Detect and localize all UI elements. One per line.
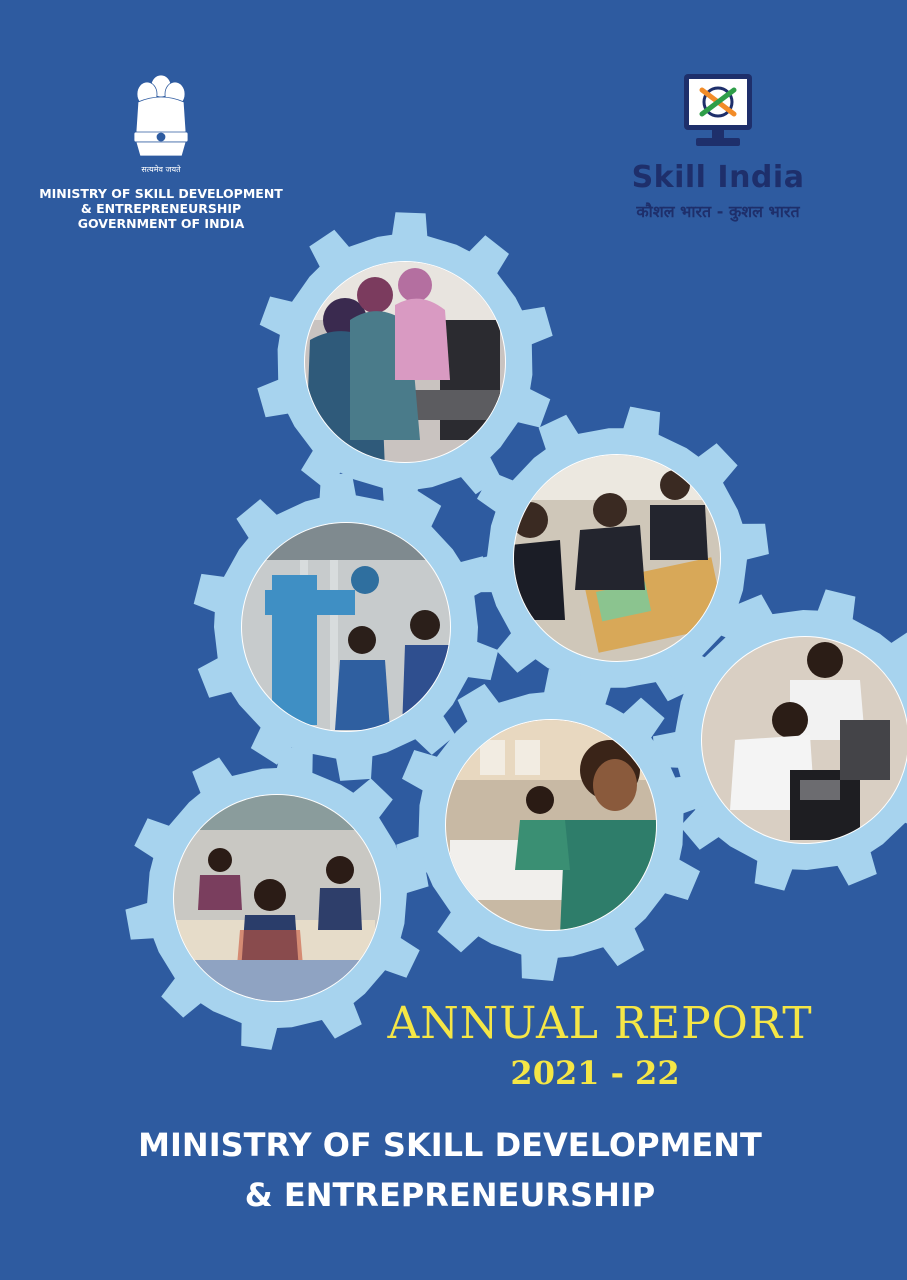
skill-india-brand: Skill India	[631, 160, 805, 195]
ministry-line-2: & ENTREPRENEURSHIP	[80, 201, 242, 216]
ministry-title-line-1: MINISTRY OF SKILL DEVELOPMENT	[138, 1126, 762, 1164]
skill-india-tagline: कौशल भारत - कुशल भारत	[636, 202, 800, 221]
ministry-title	[60, 1120, 840, 1220]
report-title: ANNUAL REPORT	[387, 998, 813, 1049]
report-year: 2021 - 22	[510, 1054, 680, 1092]
ministry-title-line-2: & ENTREPRENEURSHIP	[244, 1176, 656, 1214]
ministry-line-3: GOVERNMENT OF INDIA	[77, 216, 245, 231]
emblem-motto: सत्यमेव जयते	[141, 165, 181, 174]
ministry-line-1: MINISTRY OF SKILL DEVELOPMENT	[39, 186, 283, 201]
